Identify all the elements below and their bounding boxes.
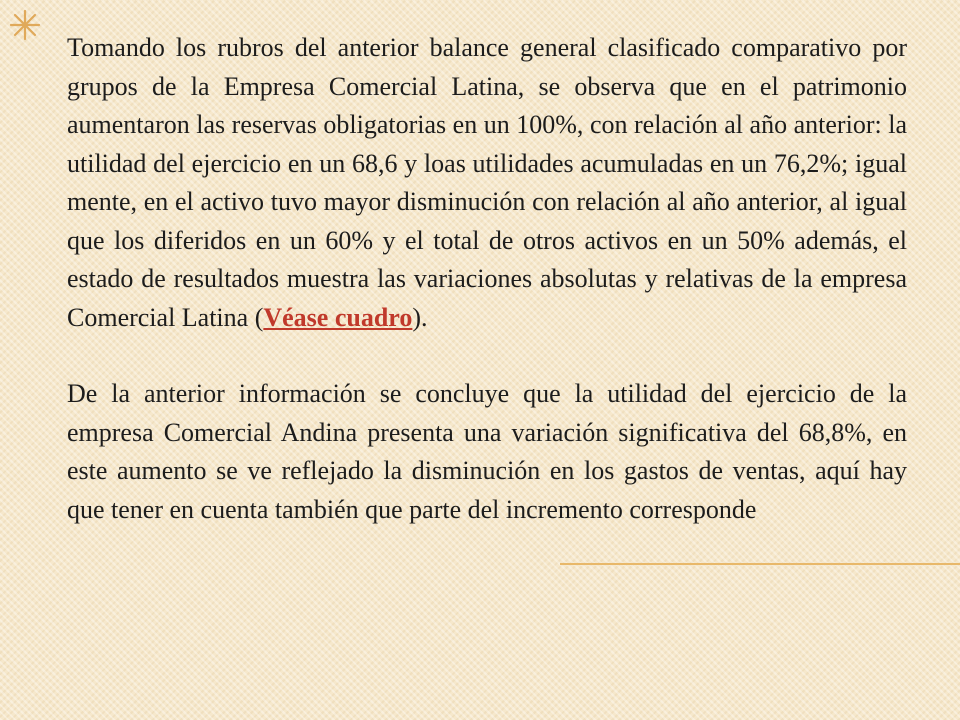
decorative-divider-line <box>560 563 960 565</box>
asterisk-icon <box>8 8 42 42</box>
paragraph-conclusion: De la anterior información se concluye que la utilidad del ejercicio de la empresa Comercial Andina presenta una variación significativa del 68,8%, en este aumento se ve reflejado la disminución en los gastos de ventas, aquí hay que tener en cuenta también que parte del incremento corresponde <box>67 379 907 524</box>
see-table-link[interactable]: Véase cuadro <box>263 302 413 332</box>
paragraph-1-text-end: ). <box>412 302 428 332</box>
slide-body <box>67 29 907 529</box>
paragraph-1-text: Tomando los rubros del anterior balance general clasificado comparativo por grupos de la Empresa Comercial Latina, se observa que en el patrimonio aumentaron las reservas obligatorias en un 100%, con relación al año anterior: la utilidad del ejercicio en un 68,6 y loas utilidades acumuladas en un 76,2%; igual mente, en el activo tuvo mayor disminución con relación al año anterior, al igual que los diferidos en un 60% y el total de otros activos en un 50% además, el estado de resultados muestra las variaciones absolutas y relativas de la empresa Comercial Latina ( <box>67 33 907 332</box>
paragraph-balance-analysis <box>67 29 907 337</box>
